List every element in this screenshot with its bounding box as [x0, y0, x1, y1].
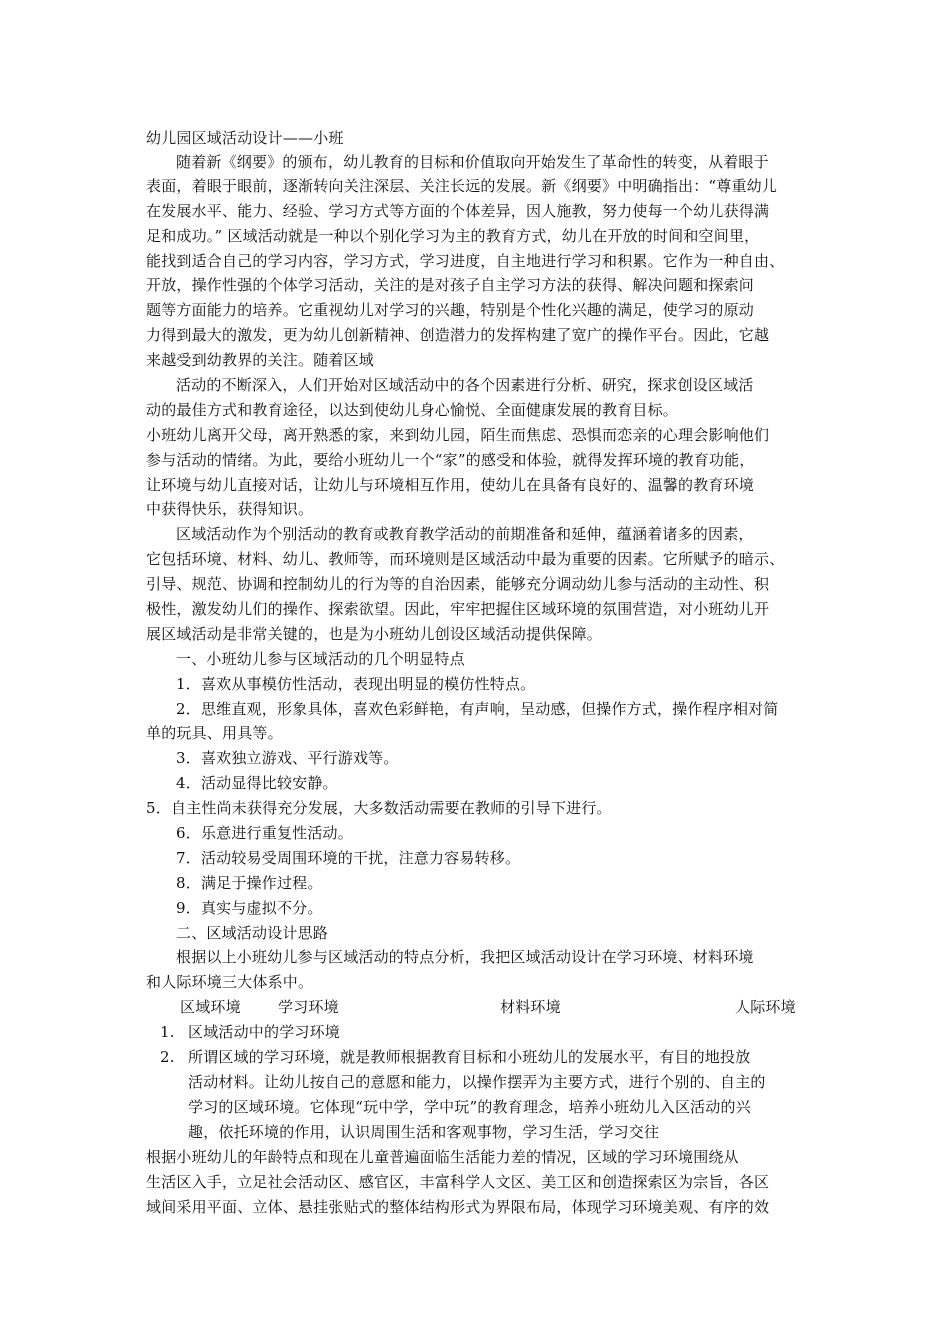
para4-line: 它包括环境、材料、幼儿、教师等，而环境则是区域活动中最为重要的因素。它所赋予的暗示、 [146, 550, 785, 568]
para1-line: 力得到最大的激发，更为幼儿创新精神、创造潜力的发挥构建了宽广的操作平台。因此，它越 [146, 326, 770, 344]
para1-line: 随着新《纲要》的颁布，幼儿教育的目标和价值取向开始发生了革命性的转变，从着眼于 [176, 153, 769, 171]
para4-line: 展区域活动是非常关键的，也是为小班幼儿创设区域活动提供保障。 [146, 625, 603, 643]
feature-item: 2．思维直观，形象具体，喜欢色彩鲜艳，有声响，呈动感，但操作方式，操作程序相对简 [176, 700, 779, 718]
section-heading: 一、小班幼儿参与区域活动的几个明显特点 [176, 650, 465, 668]
environment-table-row [0, 995, 950, 1019]
table-cell: 人际环境 [735, 998, 796, 1016]
para3-line: 中获得快乐，获得知识。 [146, 500, 314, 518]
list-item: 活动材料。让幼儿按自己的意愿和能力，以操作摆弄为主要方式，进行个别的、自主的 [188, 1073, 766, 1091]
list-item: 趣，依托环境的作用，认识周围生活和客观事物，学习生活，学习交往 [188, 1123, 660, 1141]
para3-line: 让环境与幼儿直接对话，让幼儿与环境相互作用，使幼儿在具备有良好的、温馨的教育环境 [146, 476, 755, 494]
para1-line: 足和成功。” 区域活动就是一种以个别化学习为主的教育方式，幼儿在开放的时间和空间里， [146, 227, 760, 245]
para4-line: 区域活动作为个别活动的教育或教育教学活动的前期准备和延伸，蕴涵着诸多的因素， [176, 525, 754, 543]
para3-line: 小班幼儿离开父母，离开熟悉的家，来到幼儿园，陌生而焦虑、恐惧而恋亲的心理会影响他们 [146, 426, 770, 444]
table-cell: 学习环境 [278, 998, 339, 1016]
feature-item: 4．活动显得比较安静。 [176, 774, 338, 792]
para1-line: 在发展水平、能力、经验、学习方式等方面的个体差异，因人施教，努力使每一个幼儿获得满 [146, 202, 770, 220]
feature-item: 3．喜欢独立游戏、平行游戏等。 [176, 749, 399, 767]
feature-item: 5．自主性尚未获得充分发展，大多数活动需要在教师的引导下进行。 [146, 799, 612, 817]
section-heading: 二、区域活动设计思路 [176, 924, 329, 942]
para2-line: 活动的不断深入，人们开始对区域活动中的各个因素进行分析、研究，探求创设区域活 [176, 376, 754, 394]
para5-line: 和人际环境三大体系中。 [146, 973, 314, 991]
table-cell: 区域环境 [180, 998, 241, 1016]
list-item: 区域活动中的学习环境 [188, 1023, 341, 1041]
feature-item: 6．乐意进行重复性活动。 [176, 824, 353, 842]
para1-line: 题等方面能力的培养。它重视幼儿对学习的兴趣，特别是个性化兴趣的满足，使学习的原动 [146, 301, 755, 319]
list-number: 2. [160, 1048, 175, 1066]
list-number: 1. [160, 1023, 175, 1041]
para1-line: 表面，着眼于眼前，逐渐转向关注深层、关注长远的发展。新《纲要》中明确指出：“尊重幼儿 [146, 177, 778, 195]
list-item: 所谓区域的学习环境，就是教师根据教育目标和小班幼儿的发展水平，有目的地投放 [188, 1048, 751, 1066]
para6-line: 域间采用平面、立体、悬挂张贴式的整体结构形式为界限布局，体现学习环境美观、有序的效 [146, 1198, 770, 1216]
feature-item: 9．真实与虚拟不分。 [176, 899, 323, 917]
document-title: 幼儿园区域活动设计——小班 [146, 129, 344, 147]
para2-line: 动的最佳方式和教育途径，以达到使幼儿身心愉悦、全面健康发展的教育目标。 [146, 401, 679, 419]
para1-line: 能找到适合自己的学习内容，学习方式，学习进度，自主地进行学习和积累。它作为一种自由、 [146, 252, 785, 270]
para1-line: 来越受到幼教界的关注。随着区域 [146, 351, 375, 369]
para4-line: 极性，激发幼儿们的操作、探索欲望。因此，牢牢把握住区域环境的氛围营造，对小班幼儿开 [146, 600, 770, 618]
feature-item: 7．活动较易受周围环境的干扰，注意力容易转移。 [176, 849, 521, 867]
feature-item: 1．喜欢从事模仿性活动，表现出明显的模仿性特点。 [176, 675, 536, 693]
para4-line: 引导、规范、协调和控制幼儿的行为等的自治因素，能够充分调动幼儿参与活动的主动性、积 [146, 575, 770, 593]
para5-line: 根据以上小班幼儿参与区域活动的特点分析，我把区域活动设计在学习环境、材料环境 [176, 948, 754, 966]
feature-item: 单的玩具、用具等。 [146, 724, 283, 742]
para6-line: 生活区入手，立足社会活动区、感官区，丰富科学人文区、美工区和创造探索区为宗旨，各区 [146, 1173, 770, 1191]
list-item: 学习的区域环境。它体现“玩中学，学中玩”的教育理念，培养小班幼儿入区活动的兴 [188, 1098, 751, 1116]
table-cell: 材料环境 [500, 998, 561, 1016]
feature-item: 8．满足于操作过程。 [176, 874, 323, 892]
para1-line: 开放，操作性强的个体学习活动，关注的是对孩子自主学习方法的获得、解决问题和探索问 [146, 276, 755, 294]
para3-line: 参与活动的情绪。为此，要给小班幼儿一个“家”的感受和体验，就得发挥环境的教育功能， [146, 451, 755, 469]
para6-line: 根据小班幼儿的年龄特点和现在儿童普遍面临生活能力差的情况，区域的学习环境围绕从 [146, 1148, 739, 1166]
